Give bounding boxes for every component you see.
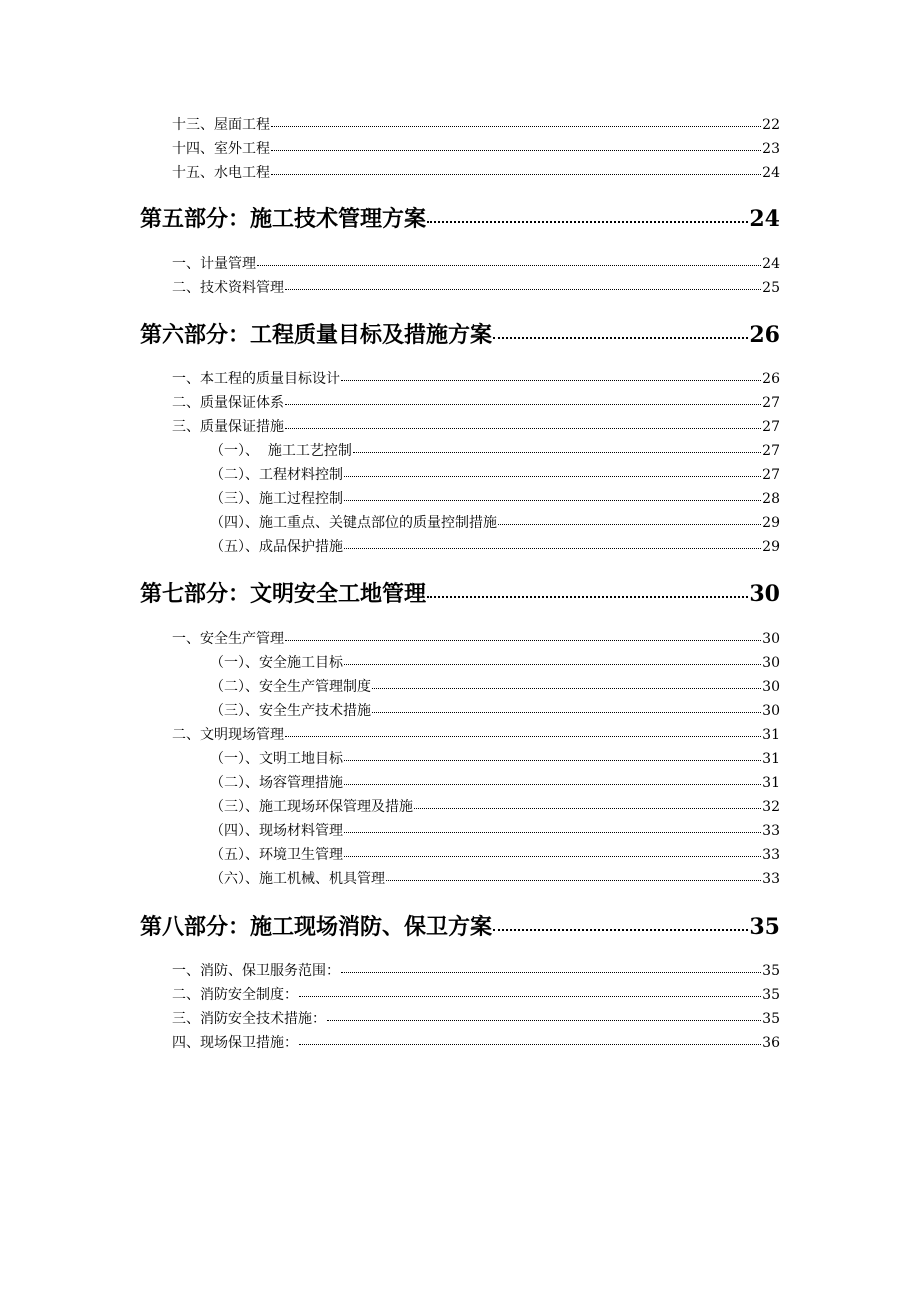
toc-entry[interactable]	[172, 114, 780, 134]
toc-entry[interactable]	[172, 724, 780, 744]
leader-dots	[414, 808, 761, 809]
toc-part-page: 26	[749, 322, 780, 348]
toc-subentry-page: 29	[762, 515, 780, 531]
toc-entry-page: 35	[762, 1011, 780, 1027]
toc-entry[interactable]	[172, 138, 780, 158]
toc-part-heading[interactable]	[140, 202, 780, 233]
toc-entry[interactable]	[172, 960, 780, 980]
toc-subentry-label: （五）、成品保护措施	[210, 539, 343, 555]
leader-dots	[285, 289, 761, 290]
toc-subentry[interactable]	[210, 700, 780, 720]
toc-subentry-label: （二）、场容管理措施	[210, 775, 343, 791]
toc-subentry[interactable]	[210, 464, 780, 484]
leader-dots	[271, 150, 761, 151]
toc-entry-page: 27	[762, 419, 780, 435]
toc-entry[interactable]	[172, 392, 780, 412]
toc-subentry-page: 28	[762, 491, 780, 507]
toc-entry-label: 一、消防、保卫服务范围：	[172, 963, 340, 979]
toc-part-label: 第五部分：施工技术管理方案	[140, 206, 427, 232]
toc-subentry-label: （二）、工程材料控制	[210, 467, 343, 483]
leader-dots	[353, 452, 761, 453]
toc-entry[interactable]	[172, 628, 780, 648]
leader-dots	[327, 1020, 761, 1021]
leader-dots	[427, 221, 748, 223]
toc-entry-page: 25	[762, 280, 780, 296]
leader-dots	[427, 596, 748, 598]
toc-subentry-label: （三）、施工现场环保管理及措施	[210, 799, 413, 815]
toc-subentry-label: （二）、安全生产管理制度	[210, 679, 371, 695]
leader-dots	[344, 784, 761, 785]
toc-entry[interactable]	[172, 1032, 780, 1052]
toc-subentry-page: 33	[762, 823, 780, 839]
toc-subentry[interactable]	[210, 820, 780, 840]
leader-dots	[271, 126, 761, 127]
toc-part-label: 第八部分：施工现场消防、保卫方案	[140, 914, 493, 940]
toc-entry-label: 二、技术资料管理	[172, 280, 284, 296]
toc-part-label: 第六部分：工程质量目标及措施方案	[140, 322, 493, 348]
toc-subentry[interactable]	[210, 536, 780, 556]
leader-dots	[285, 404, 761, 405]
toc-entry-label: 三、质量保证措施	[172, 419, 284, 435]
leader-dots	[285, 428, 761, 429]
toc-subentry[interactable]	[210, 796, 780, 816]
toc-subentry-page: 27	[762, 467, 780, 483]
toc-entry[interactable]	[172, 1008, 780, 1028]
toc-subentry-label: （一）、文明工地目标	[210, 751, 343, 767]
leader-dots	[341, 380, 761, 381]
toc-entry-page: 26	[762, 371, 780, 387]
leader-dots	[257, 265, 761, 266]
toc-part-page: 35	[749, 914, 780, 940]
leader-dots	[341, 972, 761, 973]
toc-entry[interactable]	[172, 277, 780, 297]
toc-subentry-label: （三）、施工过程控制	[210, 491, 343, 507]
toc-entry[interactable]	[172, 984, 780, 1004]
toc-subentry[interactable]	[210, 844, 780, 864]
toc-subentry-page: 30	[762, 679, 780, 695]
toc-subentry[interactable]	[210, 488, 780, 508]
toc-entry-page: 31	[762, 727, 780, 743]
toc-entry-label: 十三、屋面工程	[172, 117, 270, 133]
leader-dots	[344, 500, 761, 501]
toc-subentry-label: （一）、 施工工艺控制	[210, 443, 352, 459]
toc-part-label: 第七部分：文明安全工地管理	[140, 581, 427, 607]
toc-entry-label: 一、安全生产管理	[172, 631, 284, 647]
leader-dots	[344, 476, 761, 477]
toc-entry[interactable]	[172, 416, 780, 436]
leader-dots	[386, 880, 761, 881]
toc-part-heading[interactable]	[140, 910, 780, 941]
toc-subentry-label: （三）、安全生产技术措施	[210, 703, 371, 719]
leader-dots	[299, 1044, 761, 1045]
toc-subentry-page: 33	[762, 847, 780, 863]
toc-part-page: 24	[749, 206, 780, 232]
toc-entry-page: 35	[762, 987, 780, 1003]
toc-entry-page: 36	[762, 1035, 780, 1051]
toc-entry-label: 十五、水电工程	[172, 165, 270, 181]
toc-entry-page: 22	[762, 117, 780, 133]
leader-dots	[271, 174, 761, 175]
toc-part-heading[interactable]	[140, 318, 780, 349]
toc-entry-label: 二、文明现场管理	[172, 727, 284, 743]
toc-subentry[interactable]	[210, 772, 780, 792]
toc-entry-page: 23	[762, 141, 780, 157]
toc-entry-label: 二、消防安全制度：	[172, 987, 298, 1003]
toc-subentry-page: 31	[762, 751, 780, 767]
toc-subentry[interactable]	[210, 440, 780, 460]
leader-dots	[285, 640, 761, 641]
toc-subentry-label: （一）、安全施工目标	[210, 655, 343, 671]
leader-dots	[493, 929, 748, 931]
toc-entry-page: 35	[762, 963, 780, 979]
toc-subentry-page: 30	[762, 703, 780, 719]
toc-entry-label: 二、质量保证体系	[172, 395, 284, 411]
toc-subentry-label: （六）、施工机械、机具管理	[210, 871, 385, 887]
toc-subentry[interactable]	[210, 868, 780, 888]
toc-entry[interactable]	[172, 162, 780, 182]
toc-entry-label: 三、消防安全技术措施：	[172, 1011, 326, 1027]
toc-entry-page: 24	[762, 256, 780, 272]
toc-subentry[interactable]	[210, 676, 780, 696]
toc-part-heading[interactable]	[140, 577, 780, 608]
leader-dots	[344, 832, 761, 833]
toc-entry-page: 30	[762, 631, 780, 647]
toc-entry-label: 一、本工程的质量目标设计	[172, 371, 340, 387]
leader-dots	[344, 760, 761, 761]
toc-entry-page: 27	[762, 395, 780, 411]
toc-subentry-page: 29	[762, 539, 780, 555]
toc-entry[interactable]	[172, 368, 780, 388]
toc-subentry-page: 27	[762, 443, 780, 459]
toc-subentry[interactable]	[210, 652, 780, 672]
leader-dots	[344, 856, 761, 857]
leader-dots	[372, 712, 761, 713]
toc-subentry-label: （五）、环境卫生管理	[210, 847, 343, 863]
leader-dots	[372, 688, 761, 689]
leader-dots	[299, 996, 761, 997]
toc-subentry-page: 32	[762, 799, 780, 815]
toc-subentry-label: （四）、现场材料管理	[210, 823, 343, 839]
toc-part-page: 30	[749, 581, 780, 607]
toc-subentry-label: （四）、施工重点、关键点部位的质量控制措施	[210, 515, 497, 531]
toc-entry-label: 一、计量管理	[172, 256, 256, 272]
toc-subentry[interactable]	[210, 512, 780, 532]
toc-subentry-page: 33	[762, 871, 780, 887]
toc-entry-page: 24	[762, 165, 780, 181]
toc-subentry-page: 31	[762, 775, 780, 791]
toc-entry[interactable]	[172, 253, 780, 273]
leader-dots	[493, 337, 748, 339]
leader-dots	[344, 548, 761, 549]
leader-dots	[498, 524, 761, 525]
toc-subentry-page: 30	[762, 655, 780, 671]
toc-subentry[interactable]	[210, 748, 780, 768]
leader-dots	[285, 736, 761, 737]
toc-entry-label: 四、现场保卫措施：	[172, 1035, 298, 1051]
leader-dots	[344, 664, 761, 665]
toc-entry-label: 十四、室外工程	[172, 141, 270, 157]
